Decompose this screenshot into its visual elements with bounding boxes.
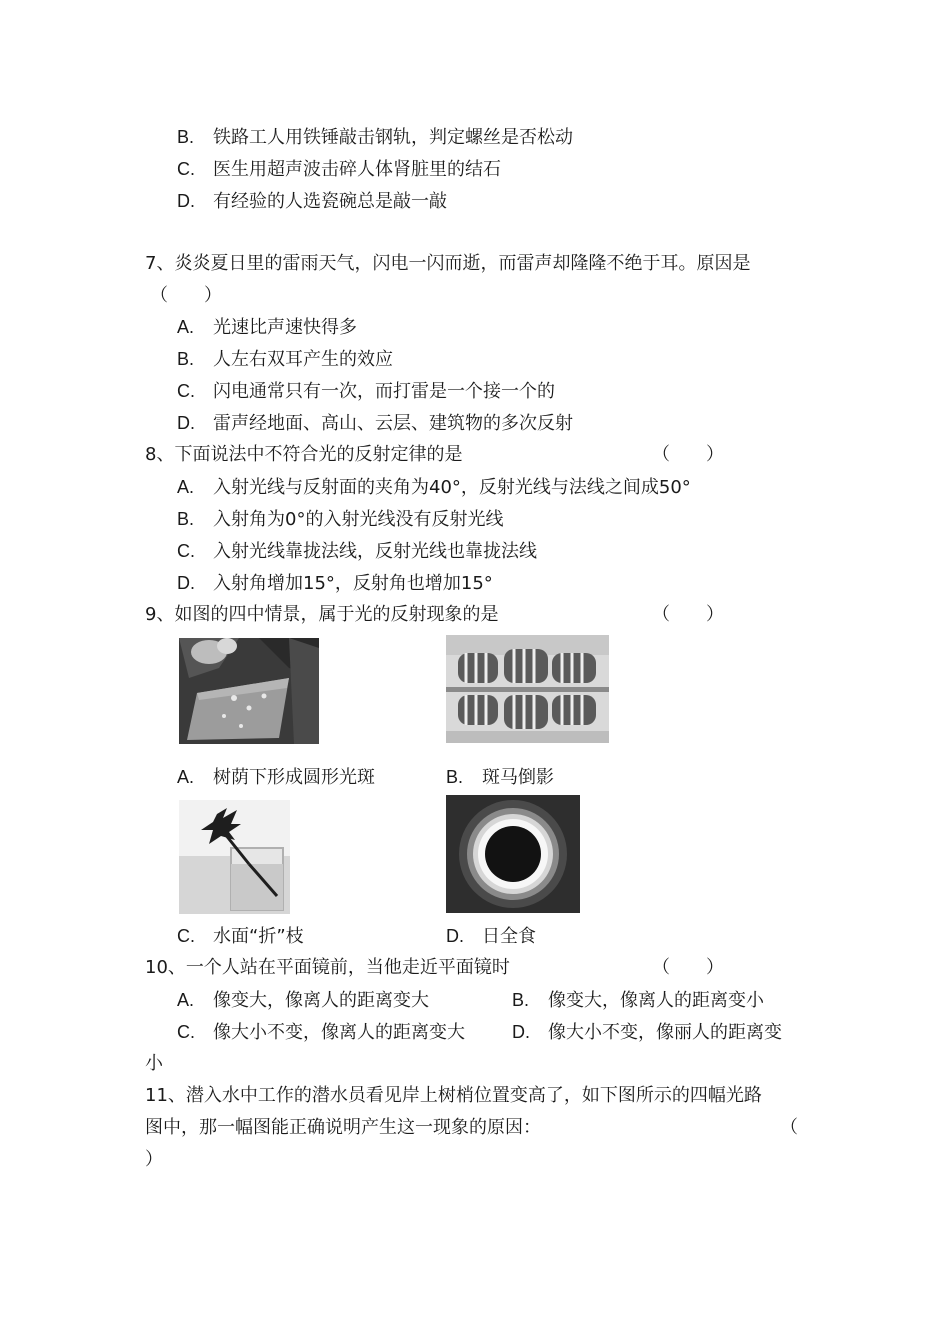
q8-option-c — [177, 539, 537, 564]
option-text: 医生用超声波击碎人体肾脏里的结石 — [213, 159, 501, 180]
option-text: 光速比声速快得多 — [213, 317, 357, 338]
option-text: 像大小不变，像离人的距离变大 — [213, 1022, 465, 1043]
q10-option-a — [177, 988, 429, 1013]
zebra-reflection-image — [446, 635, 609, 743]
q8-answer-paren: （ ） — [652, 444, 724, 465]
option-letter: C. — [177, 159, 195, 179]
option-letter: A. — [177, 317, 195, 337]
option-letter: C. — [177, 1022, 195, 1042]
q7-stem: 7、炎炎夏日里的雷雨天气，闪电一闪而逝，而雷声却隆隆不绝于耳。原因是 — [145, 253, 751, 274]
option-letter: B. — [177, 127, 195, 147]
q10-stem: 10、一个人站在平面镜前，当他走近平面镜时 — [145, 957, 510, 978]
option-letter: B. — [446, 767, 464, 787]
option-letter: B. — [512, 990, 530, 1010]
option-letter: C. — [177, 381, 195, 401]
q10-option-d-wrap: 小 — [145, 1053, 163, 1074]
tree-shade-light-spots-image — [179, 638, 319, 744]
option-text: 入射光线与反射面的夹角为40°，反射光线与法线之间成50° — [213, 477, 691, 498]
q9-stem: 9、如图的四中情景，属于光的反射现象的是 — [145, 604, 499, 625]
q9-answer-paren: （ ） — [652, 604, 724, 625]
q7-option-d — [177, 411, 573, 436]
q10-option-b — [512, 988, 764, 1013]
option-letter: C. — [177, 926, 195, 946]
option-letter: A. — [177, 767, 195, 787]
q6-option-c — [177, 157, 501, 182]
option-letter: B. — [177, 509, 195, 529]
option-letter: C. — [177, 541, 195, 561]
q6-option-b — [177, 125, 573, 150]
q7-answer-paren: （ ） — [150, 285, 222, 306]
q11-stem-line1: 11、潜入水中工作的潜水员看见岸上树梢位置变高了，如下图所示的四幅光路 — [145, 1085, 762, 1106]
option-text: 入射光线靠拢法线，反射光线也靠拢法线 — [213, 541, 537, 562]
option-text: 像变大，像离人的距离变大 — [213, 990, 429, 1011]
option-text: 铁路工人用铁锤敲击钢轨，判定螺丝是否松动 — [213, 127, 573, 148]
solar-eclipse-image — [446, 795, 580, 913]
option-text: 像变大，像离人的距离变小 — [548, 990, 764, 1011]
q8-option-a — [177, 475, 691, 500]
q9-option-b — [446, 765, 554, 790]
option-text: 闪电通常只有一次，而打雷是一个接一个的 — [213, 381, 555, 402]
q10-answer-paren: （ ） — [652, 957, 724, 978]
option-letter: A. — [177, 477, 195, 497]
q10-option-d — [512, 1020, 782, 1045]
option-text: 入射角增加15°，反射角也增加15° — [213, 573, 493, 594]
option-letter: D. — [177, 413, 195, 433]
q7-option-b — [177, 347, 393, 372]
option-letter: D. — [177, 573, 195, 593]
option-text: 雷声经地面、高山、云层、建筑物的多次反射 — [213, 413, 573, 434]
option-text: 水面“折”枝 — [213, 926, 304, 947]
option-text: 斑马倒影 — [482, 767, 554, 788]
option-text: 日全食 — [482, 926, 536, 947]
q10-option-c — [177, 1020, 465, 1045]
q8-option-d — [177, 571, 493, 596]
option-letter: B. — [177, 349, 195, 369]
option-text: 有经验的人选瓷碗总是敲一敲 — [213, 191, 447, 212]
q7-option-c — [177, 379, 555, 404]
q11-answer-paren-open: （ — [780, 1117, 798, 1138]
option-letter: D. — [512, 1022, 530, 1042]
q9-option-d — [446, 924, 536, 949]
option-letter: D. — [446, 926, 464, 946]
option-text: 树荫下形成圆形光斑 — [213, 767, 375, 788]
q8-option-b — [177, 507, 503, 532]
q11-stem-line2: 图中，那一幅图能正确说明产生这一现象的原因： — [145, 1117, 541, 1138]
branch-in-water-image — [179, 800, 290, 914]
q6-option-d — [177, 189, 447, 214]
q8-stem: 8、下面说法中不符合光的反射定律的是 — [145, 444, 463, 465]
option-text: 像大小不变，像丽人的距离变 — [548, 1022, 782, 1043]
q9-option-a — [177, 765, 375, 790]
q11-answer-paren-close: ） — [145, 1149, 163, 1170]
option-letter: D. — [177, 191, 195, 211]
option-text: 人左右双耳产生的效应 — [213, 349, 393, 370]
q9-option-c — [177, 924, 304, 949]
option-letter: A. — [177, 990, 195, 1010]
q7-option-a — [177, 315, 357, 340]
option-text: 入射角为0°的入射光线没有反射光线 — [213, 509, 504, 530]
